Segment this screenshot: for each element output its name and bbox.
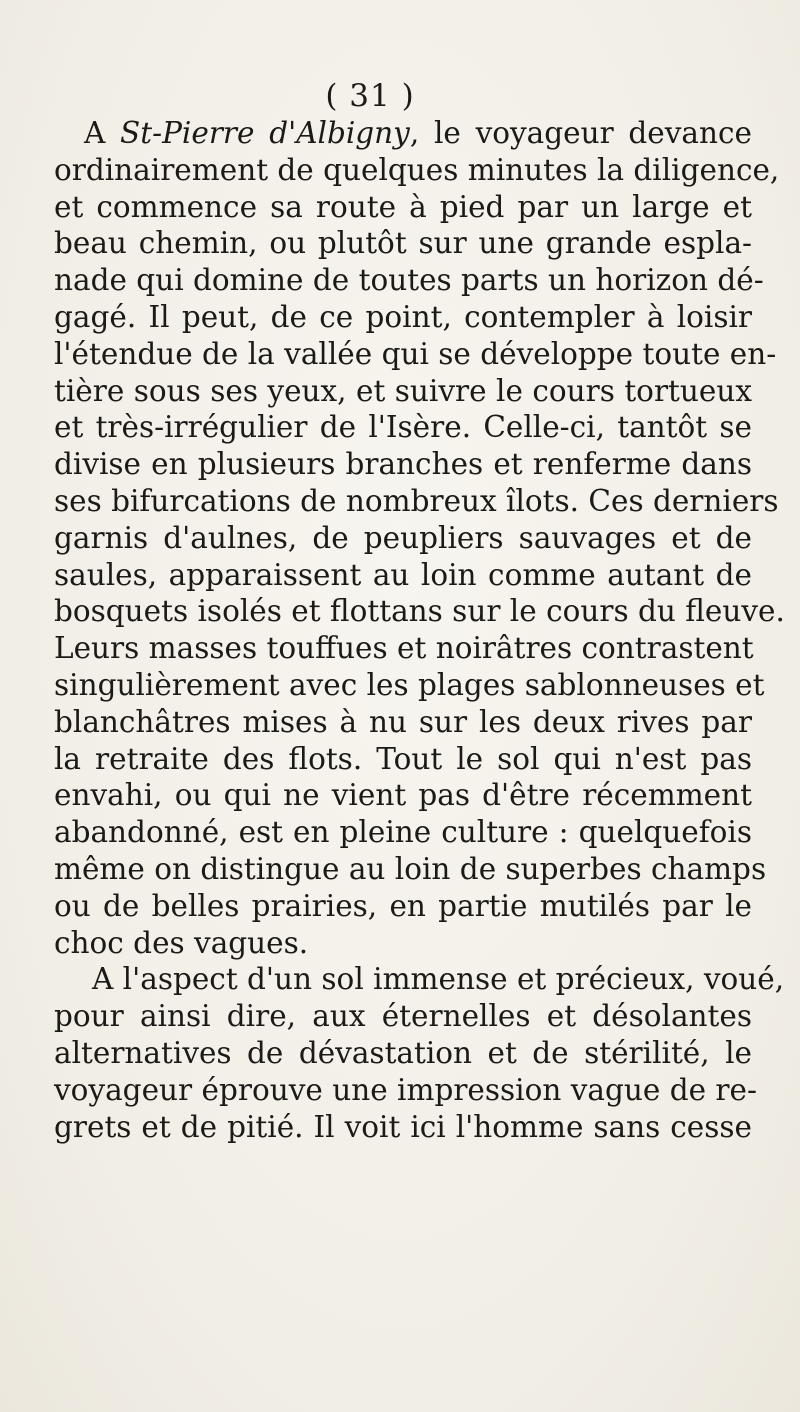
text-line: A St-Pierre d'Albigny, le voyageur devance	[84, 116, 752, 150]
text-line: garnis d'aulnes, de peupliers sauvages et de	[54, 520, 752, 555]
text-line: et commence sa route à pied par un large et	[54, 189, 752, 224]
text-line: Leurs masses touffues et noirâtres contrastent	[54, 631, 754, 666]
text-line: saules, apparaissent au loin comme autant de	[54, 557, 752, 592]
text-line: divise en plusieurs branches et renferme dans	[54, 447, 752, 482]
text-line: voyageur éprouve une impression vague de re-	[54, 1072, 757, 1107]
paragraph-2	[54, 961, 785, 1145]
text-line: grets et de pitié. Il voit ici l'homme sans cesse	[54, 1109, 752, 1144]
text-line: singulièrement avec les plages sablonneuses et	[54, 667, 765, 702]
text-line: pour ainsi dire, aux éternelles et désolantes	[54, 999, 752, 1034]
text-line: nade qui domine de toutes parts un horizon dé-	[54, 263, 764, 298]
text-line: ou de belles prairies, en partie mutilés par le	[54, 888, 752, 923]
text-line: abandonné, est en pleine culture : quelquefois	[54, 815, 752, 850]
body-text	[54, 115, 785, 1145]
text-line: bosquets isolés et flottans sur le cours du fleuve.	[54, 594, 785, 629]
text-line: choc des vagues.	[54, 925, 309, 960]
text-line: même on distingue au loin de superbes champs	[54, 851, 767, 886]
text-line: alternatives de dévastation et de stérilité, le	[54, 1035, 752, 1070]
page-number: ( 31 )	[325, 78, 415, 114]
text-line: envahi, ou qui ne vient pas d'être récemment	[54, 778, 752, 813]
text-line: beau chemin, ou plutôt sur une grande espla-	[54, 226, 752, 261]
text-line: ses bifurcations de nombreux îlots. Ces derniers	[54, 483, 779, 518]
text-line: blanchâtres mises à nu sur les deux rives par	[54, 704, 752, 739]
place-name: St-Pierre d'Albigny	[120, 116, 410, 150]
paragraph-1	[54, 115, 785, 961]
text-line: ordinairement de quelques minutes la diligence,	[54, 152, 780, 187]
text-line: tière sous ses yeux, et suivre le cours tortueux	[54, 373, 752, 408]
text-line: la retraite des flots. Tout le sol qui n'est pas	[54, 741, 752, 776]
text-line: et très-irrégulier de l'Isère. Celle-ci, tantôt se	[54, 410, 752, 445]
text-line: l'étendue de la vallée qui se développe toute en-	[54, 336, 777, 371]
text-line: A l'aspect d'un sol immense et précieux, voué,	[92, 962, 785, 997]
text-line: gagé. Il peut, de ce point, contempler à loisir	[54, 299, 752, 334]
